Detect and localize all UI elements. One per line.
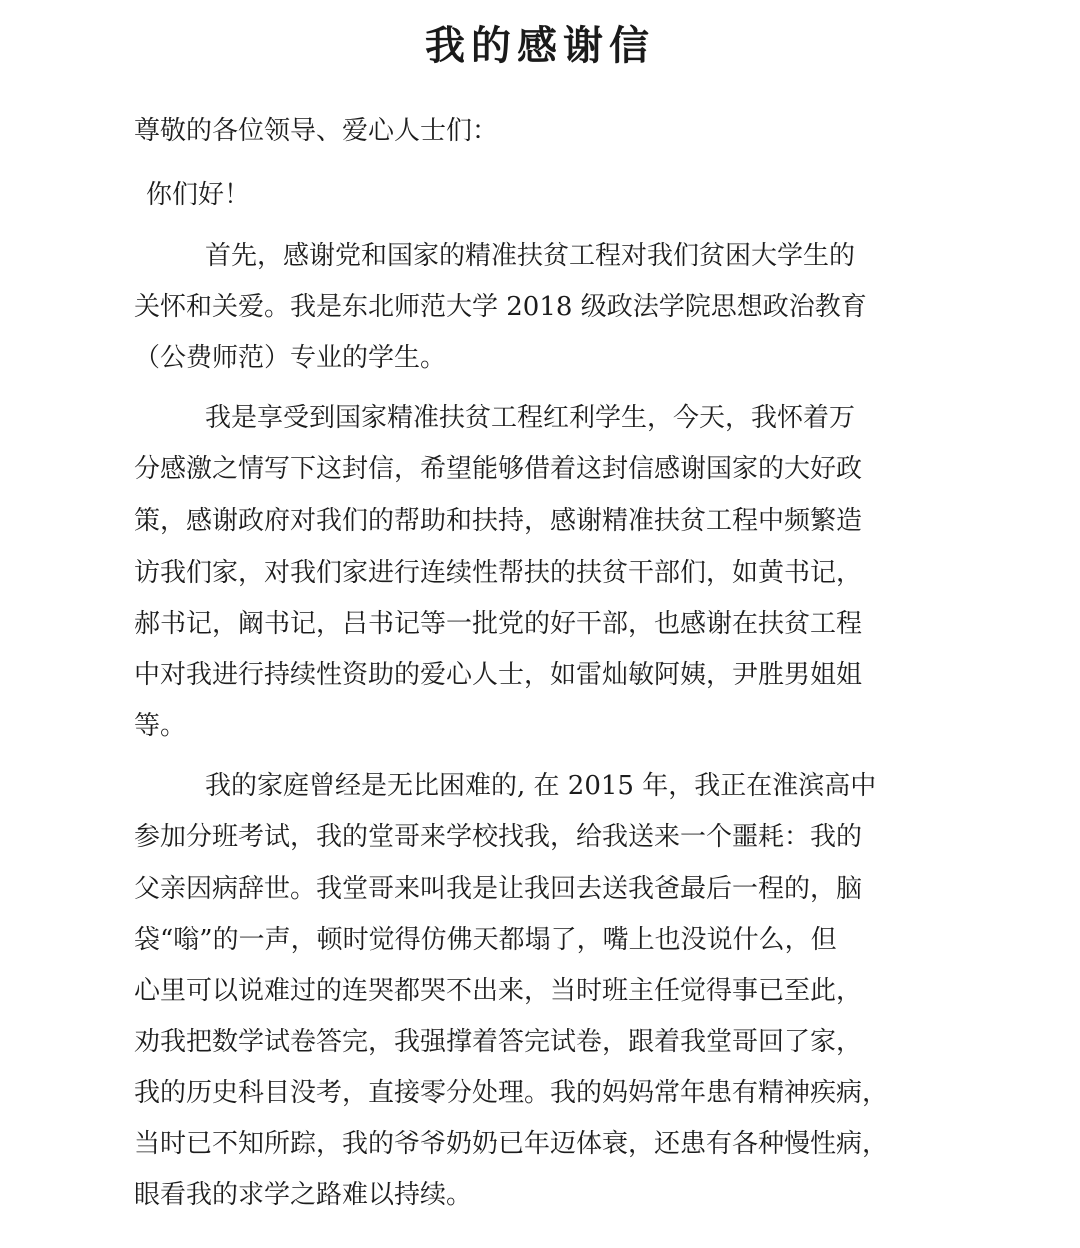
salutation: 尊敬的各位领导、爱心人士们： xyxy=(134,116,499,146)
paragraph-2-line-1: 我是享受到国家精准扶贫工程红利学生，今天，我怀着万 xyxy=(205,403,856,433)
paragraph-2-line-3: 策，感谢政府对我们的帮助和扶持，感谢精准扶贫工程中频繁造 xyxy=(134,506,863,536)
paragraph-1-line-1: 首先，感谢党和国家的精准扶贫工程对我们贫困大学生的 xyxy=(205,241,856,271)
paragraph-3-line-5: 心里可以说难过的连哭都哭不出来，当时班主任觉得事已至此， xyxy=(134,976,863,1006)
greeting: 你们好！ xyxy=(146,180,251,210)
paragraph-3-line-2: 参加分班考试，我的堂哥来学校找我，给我送来一个噩耗：我的 xyxy=(134,822,863,852)
paragraph-2-line-6: 中对我进行持续性资助的爱心人士，如雷灿敏阿姨，尹胜男姐姐 xyxy=(134,660,863,690)
paragraph-2-line-7: 等。 xyxy=(134,711,187,741)
paragraph-3-line-9: 眼看我的求学之路难以持续。 xyxy=(134,1180,473,1210)
paragraph-3-line-6: 劝我把数学试卷答完，我强撑着答完试卷，跟着我堂哥回了家， xyxy=(134,1027,863,1057)
paragraph-2-line-4: 访我们家，对我们家进行连续性帮扶的扶贫干部们，如黄书记， xyxy=(134,558,863,588)
paragraph-3-line-8: 当时已不知所踪，我的爷爷奶奶已年迈体衰，还患有各种慢性病， xyxy=(134,1129,889,1159)
letter-title: 我的感谢信 xyxy=(425,23,655,69)
paragraph-2-line-5: 郝书记，阚书记，吕书记等一批党的好干部，也感谢在扶贫工程 xyxy=(134,609,863,639)
paragraph-2-line-2: 分感激之情写下这封信，希望能够借着这封信感谢国家的大好政 xyxy=(134,454,863,484)
paragraph-1-line-3: （公费师范）专业的学生。 xyxy=(134,343,447,373)
paragraph-3-line-4: 袋“嗡”的一声，顿时觉得仿佛天都塌了，嘴上也没说什么，但 xyxy=(134,925,837,955)
paragraph-3-line-7: 我的历史科目没考，直接零分处理。我的妈妈常年患有精神疾病， xyxy=(134,1078,889,1108)
paragraph-3-line-1: 我的家庭曾经是无比困难的, 在 2015 年，我正在淮滨高中 xyxy=(205,771,877,801)
paragraph-1-line-2: 关怀和关爱。我是东北师范大学 2018 级政法学院思想政治教育 xyxy=(134,292,867,322)
paragraph-3-line-3: 父亲因病辞世。我堂哥来叫我是让我回去送我爸最后一程的，脑 xyxy=(134,874,863,904)
